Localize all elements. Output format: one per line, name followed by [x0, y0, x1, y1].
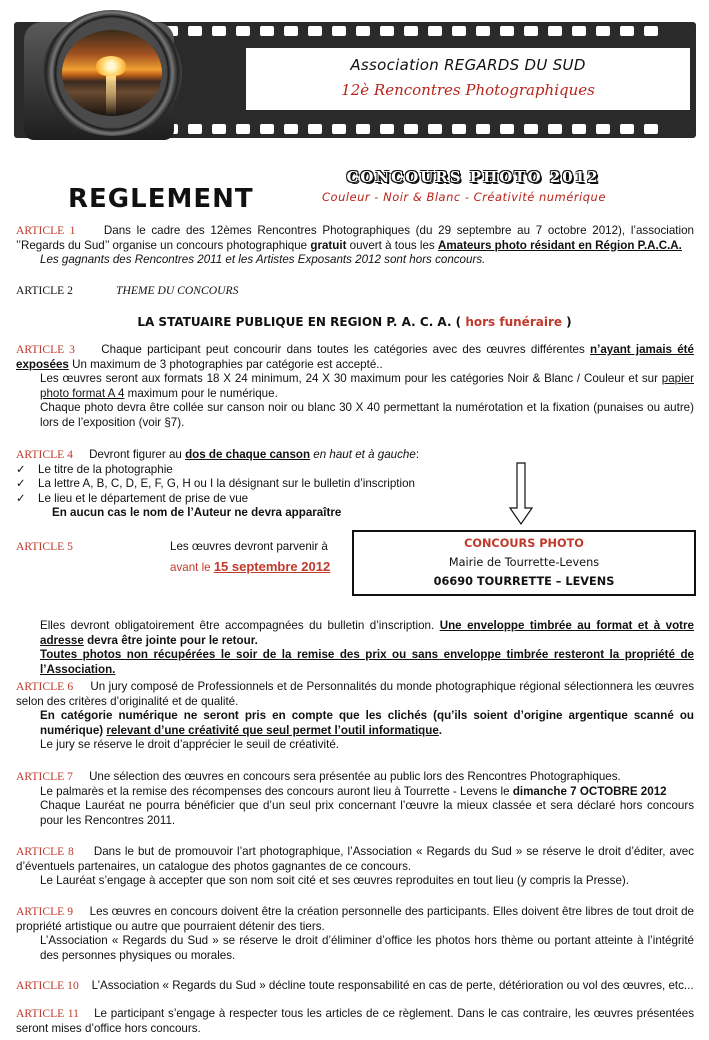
article-1 — [16, 224, 694, 268]
article-label: ARTICLE 5 — [16, 540, 73, 553]
rencontres-title: 12è Rencontres Photographiques — [341, 81, 595, 99]
list-item — [16, 492, 694, 507]
article-text: L’Association « Regards du Sud » se réserve le droit d’éliminer d’office les photos hors thème ou portant atteinte à l’intégrité des personnes physiques ou morales. — [40, 934, 694, 962]
theme-title — [0, 315, 709, 329]
warning-text: En aucun cas le nom de l’Auteur ne devra apparaître — [52, 506, 342, 520]
article-text: maximum pour le numérique. — [124, 386, 278, 400]
article-text: ouvert à tous les — [346, 238, 438, 252]
sun-reflection — [106, 76, 116, 116]
emphasis: papier photo format A 4 — [40, 372, 694, 400]
emphasis: devra être jointe pour le retour. — [83, 633, 258, 647]
article-text: Toutes photos non récupérées le soir de la remise des prix ou sans enveloppe timbrée resteront la propriété de l’Association. — [40, 648, 694, 676]
header-banner — [14, 8, 696, 140]
emphasis: Une enveloppe timbrée au format et à votre adresse — [40, 619, 694, 647]
article-text: L’Association « Regards du Sud » décline toute responsabilité en cas de perte, détérioration ou vol des œuvres, etc... — [91, 979, 694, 992]
article-label: ARTICLE 4 — [16, 448, 73, 461]
arrow-down-icon — [508, 462, 534, 526]
theme-label: THEME DU CONCOURS — [116, 284, 239, 297]
concours-title: CONCOURS PHOTO 2012 — [346, 168, 600, 186]
article-label: ARTICLE 7 — [16, 770, 73, 783]
page-title: REGLEMENT — [68, 184, 254, 214]
theme-text: LA STATUAIRE PUBLIQUE EN REGION P. A. C. A. ( — [137, 315, 466, 329]
article-text: Un jury composé de Professionnels et de Personnalités du monde photographique régional sélectionnera les œuvres selon des critères d’originalité et de qualité. — [16, 680, 695, 708]
article-text: Chaque photo devra être collée sur canson noir ou blanc 30 X 40 permettant la numérotation et la fixation (punaises ou autre) lors de l’exposition (voir §7). — [40, 401, 694, 429]
article-text: Le jury se réserve le droit d’apprécier le seuil de créativité. — [40, 738, 340, 752]
emphasis: dos de chaque canson — [185, 448, 311, 461]
article-label: ARTICLE 2 — [16, 284, 73, 297]
address-title: CONCOURS PHOTO — [464, 537, 584, 550]
article-2 — [16, 284, 694, 299]
article-5-details — [16, 619, 694, 677]
article-text: Les œuvres seront aux formats 18 X 24 minimum, 24 X 30 maximum pour les catégories Noir & Blanc / Couleur et sur — [40, 372, 662, 386]
association-name: Association REGARDS DU SUD — [350, 56, 586, 74]
concours-categories: Couleur - Noir & Blanc - Créativité numérique — [322, 190, 606, 204]
article-text: Devront figurer au — [89, 448, 186, 461]
list-item-text: Le lieu et le département de prise de vue — [38, 491, 249, 505]
theme-text: ) — [562, 315, 572, 329]
list-item — [16, 477, 694, 492]
article-text: Dans le cadre des 12èmes Rencontres Photographiques (du 29 septembre au 7 octobre 2012), l’association ’’Regards du Sud’’ organise un concours photographique — [16, 224, 694, 252]
article-note: Les gagnants des Rencontres 2011 et les Artistes Exposants 2012 sont hors concours. — [40, 253, 486, 267]
address-line: Mairie de Tourrette-Levens — [448, 556, 600, 569]
deadline-prefix: avant le — [170, 561, 214, 574]
check-icon: ✓ — [16, 462, 26, 476]
article-label: ARTICLE 6 — [16, 680, 74, 693]
article-7 — [16, 770, 694, 828]
address-box — [352, 530, 696, 596]
list-item-text: Le titre de la photographie — [38, 462, 173, 476]
article-text: Chaque participant peut concourir dans toutes les catégories avec des œuvres différentes — [101, 343, 591, 356]
deadline-date: 15 septembre 2012 — [213, 559, 331, 574]
article-text: Les œuvres en concours doivent être la création personnelle des participants. Elles doivent être libres de tout droit de propriété artistique ou autre que pourraient détenir des tiers. — [16, 905, 694, 933]
article-label: ARTICLE 11 — [16, 1007, 79, 1020]
check-icon: ✓ — [16, 491, 26, 505]
sunset-photo — [62, 30, 162, 116]
article-text: Dans le but de promouvoir l’art photographique, l’Association « Regards du Sud » se réserve le droit d’éditer, avec d’éventuels partenaires, un catalogue des photos gagnantes de ce concours. — [16, 845, 694, 873]
check-icon: ✓ — [16, 477, 26, 491]
emphasis: . — [438, 723, 443, 737]
article-text: Le participant s’engage à respecter tous les articles de ce règlement. Dans le cas contraire, les œuvres présentées seront mises d’office hors concours. — [16, 1007, 695, 1035]
article-8 — [16, 845, 694, 889]
emphasis: Amateurs photo résidant en Région P.A.C.A. — [437, 238, 682, 252]
emphasis: n’ayant jamais été exposées — [16, 343, 694, 371]
emphasis: relevant d’une créativité que seul permet l’outil informatique — [106, 723, 439, 737]
list-item-text: La lettre A, B, C, D, E, F, G, H ou I la désignant sur le bulletin d’inscription — [38, 477, 415, 491]
article-text: Un maximum de 3 photographies par catégorie est accepté.. — [68, 357, 383, 371]
article-10 — [16, 979, 694, 994]
article-11 — [16, 1007, 694, 1036]
article-text: Chaque Lauréat ne pourra bénéficier que d’un seul prix concernant l’œuvre la mieux classée et sera déclaré hors concours pour les Rencontres 2011. — [40, 799, 694, 827]
sun-icon — [96, 56, 126, 76]
film-perforations-top — [164, 26, 690, 36]
deadline — [170, 559, 330, 574]
title-panel — [246, 48, 690, 110]
article-text: Les œuvres devront parvenir à — [170, 540, 328, 553]
article-text: Le palmarès et la remise des récompenses des concours auront lieu à Tourrette - Levens le — [40, 784, 513, 798]
film-perforations-bottom — [164, 124, 690, 134]
list-item — [16, 463, 694, 478]
article-label: ARTICLE 10 — [16, 979, 79, 992]
theme-exclusion: hors funéraire — [465, 315, 562, 329]
article-text: Le Lauréat s’engage à accepter que son nom soit cité et ses œuvres reproduites en tout lieu (y compris la Presse). — [40, 874, 630, 888]
article-6 — [16, 680, 694, 753]
article-label: ARTICLE 9 — [16, 905, 74, 918]
emphasis: gratuit — [310, 238, 347, 252]
emphasis: En catégorie numérique ne seront pris en compte que les clichés (qu’ils soient d’origine argentique scanné ou numérique) — [40, 709, 694, 737]
address-city: 06690 TOURRETTE – LEVENS — [433, 575, 615, 588]
article-text: : — [415, 448, 420, 461]
article-text: Une sélection des œuvres en concours sera présentée au public lors des Rencontres Photographiques. — [89, 770, 621, 783]
article-text: en haut et à gauche — [310, 448, 416, 461]
article-label: ARTICLE 3 — [16, 343, 75, 356]
article-9 — [16, 905, 694, 963]
article-text: Elles devront obligatoirement être accompagnées du bulletin d’inscription. — [40, 619, 440, 632]
article-label: ARTICLE 1 — [16, 224, 76, 237]
article-3 — [16, 343, 694, 431]
article-4 — [16, 448, 694, 521]
emphasis: dimanche 7 OCTOBRE 2012 — [512, 784, 667, 798]
article-label: ARTICLE 8 — [16, 845, 74, 858]
